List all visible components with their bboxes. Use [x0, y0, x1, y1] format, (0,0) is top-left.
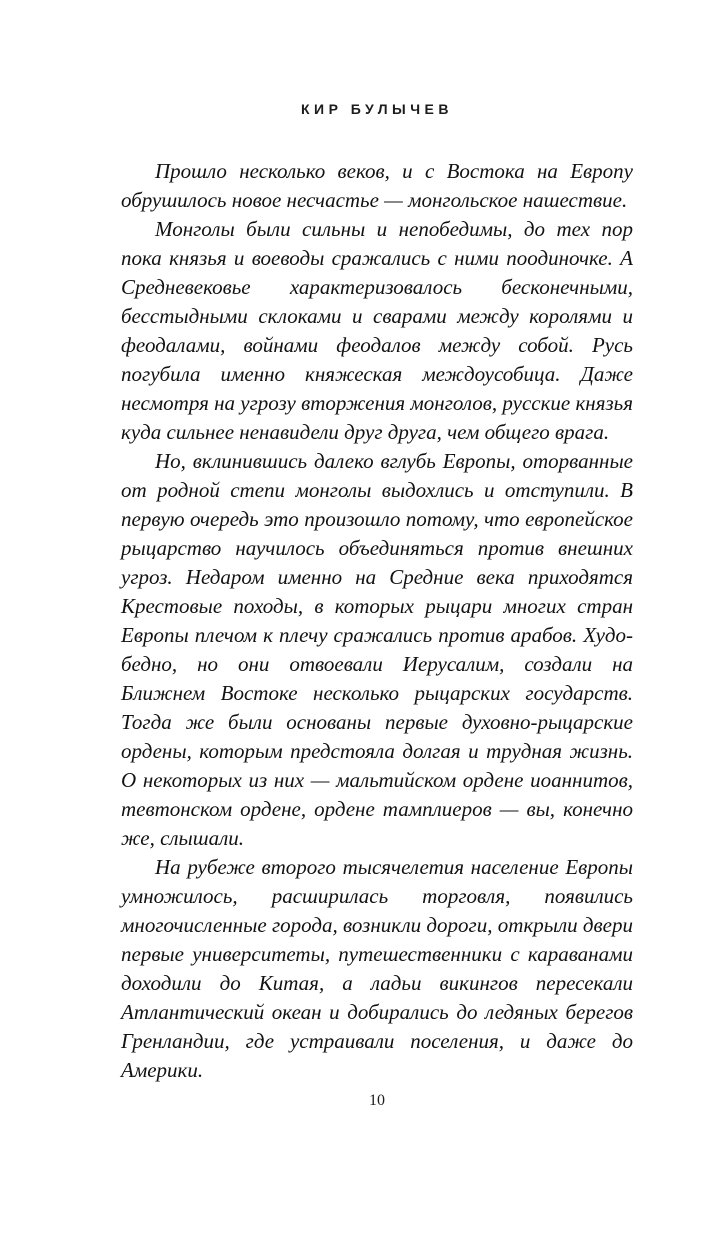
- paragraph: Прошло несколько веков, и с Востока на Европу обрушилось новое несчастье — монгольское нашествие.: [121, 159, 633, 212]
- page-number: 10: [369, 1092, 385, 1109]
- paragraph: На рубеже второго тысячелетия население Европы умножилось, расширилась торговля, появились многочисленные города, возникли дороги, открыли двери первые университеты, путешественники с караванами доходили до Китая, а ладьи викингов пересекали Атлантический океан и добирались до ледяных берегов Гренландии, где устраивали поселения, и даже до Америки.: [121, 855, 633, 1082]
- body-text-block: [121, 157, 633, 1085]
- paragraph: Но, вклинившись далеко вглубь Европы, оторванные от родной степи монголы выдохлись и отступили. В первую очередь это произошло потому, что европейское рыцарство научилось объединяться против внешних угроз. Недаром именно на Средние века приходятся Крестовые походы, в которых рыцари многих стран Европы плечом к плечу сражались против арабов. Худо-бедно, но они отвоевали Иерусалим, создали на Ближнем Востоке несколько рыцарских государств. Тогда же были основаны первые духовно-рыцарские ордены, которым предстояла долгая и трудная жизнь. О некоторых из них — мальтийском ордене иоаннитов, тевтонском ордене, ордене тамплиеров — вы, конечно же, слышали.: [121, 449, 633, 850]
- running-header-author: КИР БУЛЫЧЕВ: [300, 101, 454, 117]
- paragraph: Монголы были сильны и непобедимы, до тех пор пока князья и воеводы сражались с ними поодиночке. А Средневековье характеризовалось бесконечными, бесстыдными склоками и сварами между королями и феодалами, войнами феодалов между собой. Русь погубила именно княжеская междоусобица. Даже несмотря на угрозу вторжения монголов, русские князья куда сильнее ненавидели друг друга, чем общего врага.: [121, 217, 633, 444]
